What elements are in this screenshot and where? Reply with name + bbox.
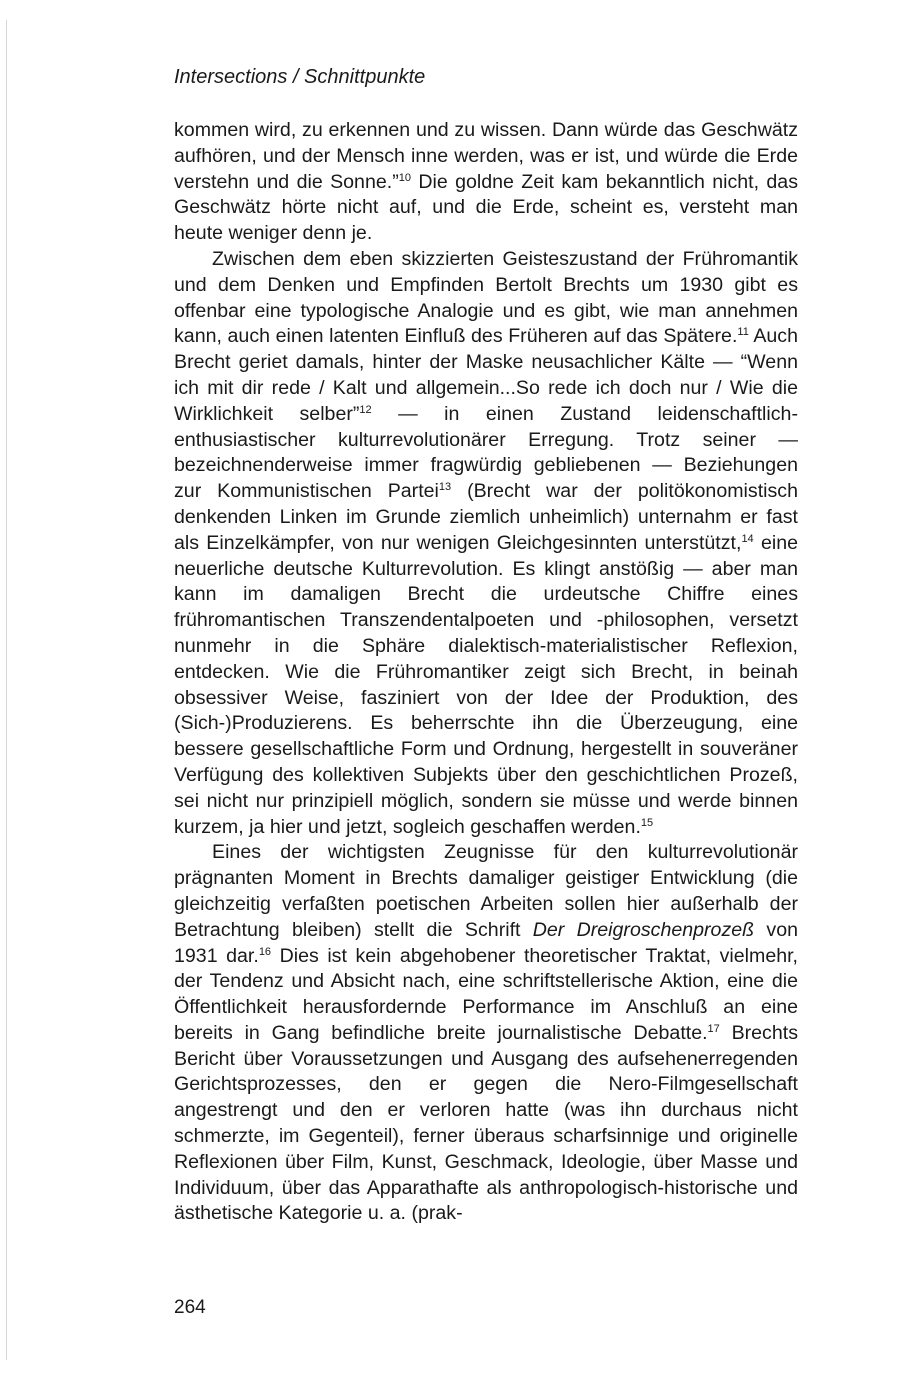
page-number: 264 xyxy=(174,1297,206,1318)
text-segment: (Brecht war der politökonomistisch denkenden Linken im Grunde ziemlich unheimlich) unternahm er fast als Einzelkämpfer, von nur wenigen Gleichgesinnten unterstützt, xyxy=(174,480,798,554)
text-segment: Brechts Bericht über Voraussetzungen und Ausgang des aufsehenerregenden Gerichtsprozesses, den er gegen die Nero-Filmgesellschaft angestrengt und den er verloren hatte (was ihn durchaus nicht schmerzte, im Gegenteil), ferner überaus scharfsinnige und originelle Reflexionen über Film, Kunst, Geschmack, Ideologie, über Masse und Individuum, über das Apparathafte als anthropologisch-historische und ästhetische Kategorie u. a. (prak- xyxy=(174,1021,798,1225)
footnote-ref: 16 xyxy=(258,945,272,958)
footnote-ref: 15 xyxy=(640,816,654,829)
footnote-ref: 14 xyxy=(741,532,754,545)
text-segment: Auch Brecht geriet damals, hinter der Maske neusachlicher Kälte — “Wenn ich mit dir rede / Kalt und allgemein...So rede ich doch nur / Wie die Wirklichkeit selber” xyxy=(174,325,798,425)
text-segment: eine neuerliche deutsche Kulturrevolution. Es klingt anstößig — aber man kann im damaligen Brecht die urdeutsche Chiffre eines frühromantischen Transzendentalpoeten und -philosophen, versetzt nunmehr in die Sphäre dialektisch-materialistischer Reflexion, entdecken. Wie die Frühromantiker zeigt sich Brecht, in beinah obsessiver Weise, fasziniert von der Idee der Produktion, des (Sich-)Produzierens. Es beherrschte ihn die Überzeugung, eine bessere gesellschaftliche Form und Ordnung, hergestellt in souveräner Verfügung des kollektiven Subjekts über den geschichtlichen Prozeß, sei nicht nur prinzipiell möglich, sondern sie müsse und werde binnen kurzem, ja hier und jetzt, sogleich geschaffen werden. xyxy=(174,531,798,838)
footnote-ref: 11 xyxy=(737,326,749,339)
work-title: Der Dreigroschenprozeß xyxy=(532,918,755,941)
text-segment: — in einen Zustand leidenschaftlich-enthusiastischer kulturrevolutionärer Erregung. Trotz seiner — bezeichnenderweise immer fragwürdig gebliebenen — Beziehungen zur Kommunistischen Partei xyxy=(174,402,798,503)
body-text xyxy=(174,118,798,1227)
text-segment: Die goldne Zeit kam bekanntlich nicht, das Geschwätz hörte nicht auf, und die Erde, scheint es, versteht man heute weniger denn je. xyxy=(174,170,798,245)
text-segment: von 1931 dar. xyxy=(174,918,798,967)
paragraph-continuation xyxy=(174,118,798,247)
footnote-ref: 13 xyxy=(438,481,452,494)
running-head: Intersections / Schnittpunkte xyxy=(174,66,426,88)
paragraph-brecht-1930 xyxy=(174,247,798,840)
footnote-ref: 10 xyxy=(398,171,411,184)
scan-edge-line xyxy=(6,20,7,1360)
text-segment: Dies ist kein abgehobener theoretischer Traktat, vielmehr, der Tendenz und Absicht nach, eine schriftstellerische Aktion, eine die Öffentlichkeit herausfordernde Performance im Anschluß an eine bereits in Gang befindliche breite journalistische Debatte. xyxy=(174,944,799,1044)
text-segment: Zwischen dem eben skizzierten Geisteszustand der Frühromantik und dem Denken und Empfinden Bertolt Brechts um 1930 gibt es offenbar eine typologische Analogie und es gibt, wie man annehmen kann, auch einen latenten Einfluß des Früheren auf das Spätere. xyxy=(174,247,798,348)
footnote-ref: 17 xyxy=(707,1022,720,1035)
text-segment: Eines der wichtigsten Zeugnisse für den kulturrevolutionär prägnanten Moment in Brechts damaliger geistiger Entwicklung (die gleichzeitig verfaßten poetischen Arbeiten sollen hier außerhalb der Betrachtung bleiben) stellt die Schrift xyxy=(174,841,798,941)
text-segment: kommen wird, zu erkennen und zu wissen. Dann würde das Geschwätz aufhören, und der Mensch inne werden, was er ist, und würde die Erde verstehn und die Sonne.” xyxy=(174,119,798,193)
footnote-ref: 12 xyxy=(359,403,372,416)
paragraph-dreigroschenprozess xyxy=(174,840,798,1227)
